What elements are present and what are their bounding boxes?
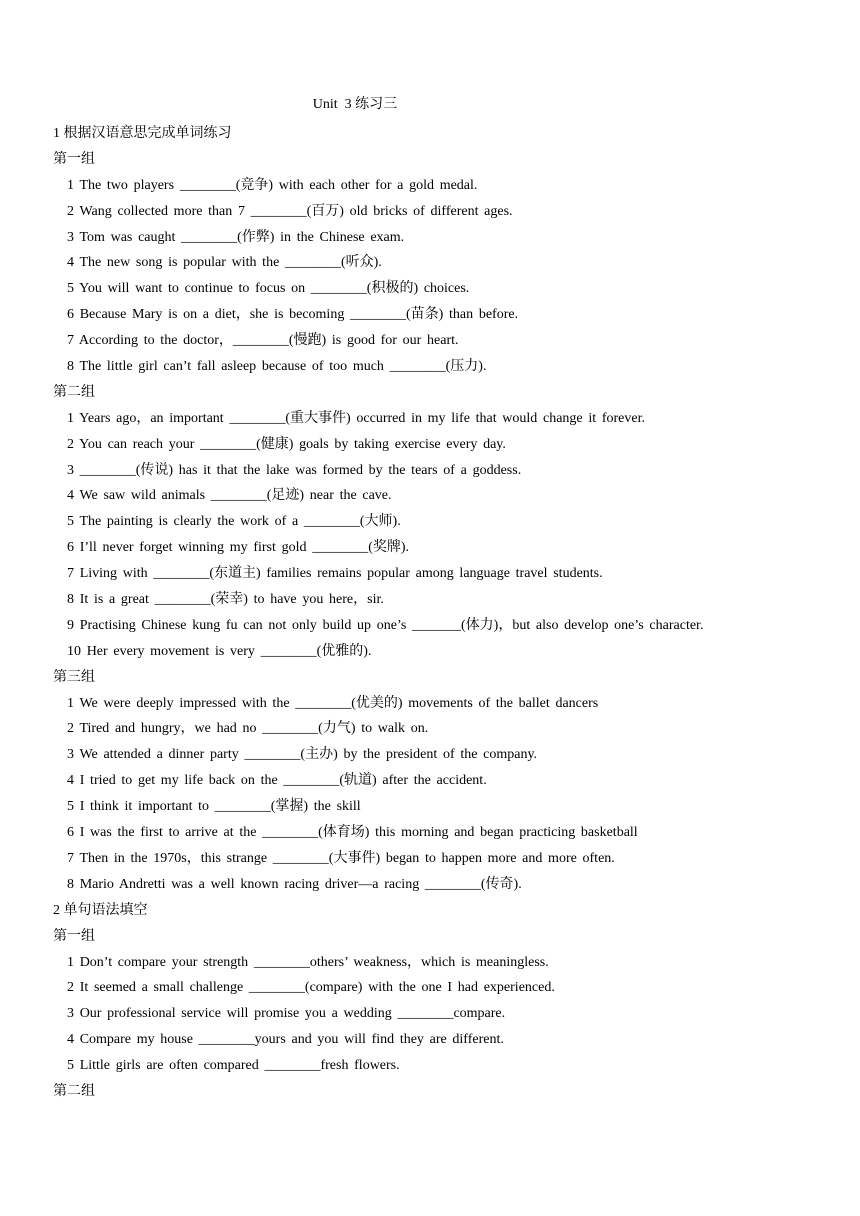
exercise-item: 4 Compare my house ________yours and you will find they are different.: [67, 1032, 504, 1048]
document-title: Unit 3 练习三: [312, 97, 398, 112]
exercise-item: 7 According to the doctor，________(慢跑) is good for our heart.: [67, 333, 459, 349]
exercise-item: 9 Practising Chinese kung fu can not only build up one’s _______(体力)，but also develop one’s character.: [67, 617, 704, 633]
exercise-item: 2 Tired and hungry，we had no ________(力气) to walk on.: [67, 721, 429, 737]
exercise-item: 8 The little girl can’t fall asleep because of too much ________(压力).: [67, 359, 487, 375]
exercise-item: 1 Years ago，an important ________(重大事件) occurred in my life that would change it forever.: [67, 410, 645, 426]
exercise-item: 2 You can reach your ________(健康) goals by taking exercise every day.: [67, 436, 506, 452]
exercise-item: 5 I think it important to ________(掌握) the skill: [67, 799, 361, 815]
exercise-item: 5 The painting is clearly the work of a ________(大师).: [67, 514, 401, 530]
exercise-item: 7 Living with ________(东道主) families remains popular among language travel students.: [67, 566, 603, 582]
exercise-item: 3 We attended a dinner party ________(主办) by the president of the company.: [67, 747, 538, 763]
exercise-item: 4 We saw wild animals ________(足迹) near the cave.: [67, 488, 392, 504]
group-label: 第二组: [53, 384, 95, 400]
exercise-item: 8 Mario Andretti was a well known racing driver—a racing ________(传奇).: [67, 876, 522, 892]
exercise-item: 6 Because Mary is on a diet，she is becoming ________(苗条) than before.: [67, 307, 519, 323]
exercise-item: 2 Wang collected more than 7 ________(百万) old bricks of different ages.: [67, 203, 513, 219]
exercise-item: 3 ________(传说) has it that the lake was formed by the tears of a goddess.: [67, 462, 522, 478]
exercise-item: 6 I was the first to arrive at the ________(体育场) this morning and began practicing basketball: [67, 825, 638, 841]
exercise-item: 4 I tried to get my life back on the ________(轨道) after the accident.: [67, 773, 487, 789]
group-label: 第三组: [53, 669, 95, 685]
group-label: 第一组: [53, 928, 95, 944]
exercise-item: 8 It is a great ________(荣幸) to have you here，sir.: [67, 592, 384, 608]
exercise-item: 6 I’ll never forget winning my first gold ________(奖牌).: [67, 540, 410, 556]
exercise-item: 3 Our professional service will promise you a wedding ________compare.: [67, 1006, 506, 1022]
exercise-item: 10 Her every movement is very ________(优雅的).: [67, 643, 372, 659]
exercise-item: 7 Then in the 1970s，this strange ________(大事件) began to happen more and more often.: [67, 850, 615, 866]
exercise-item: 1 Don’t compare your strength ________others’ weakness，which is meaningless.: [67, 954, 549, 970]
exercise-item: 4 The new song is popular with the ________(听众).: [67, 255, 382, 271]
exercise-item: 5 You will want to continue to focus on ________(积极的) choices.: [67, 281, 470, 297]
group-label: 第二组: [53, 1083, 95, 1099]
section-heading: 2 单句语法填空: [53, 902, 148, 918]
group-label: 第一组: [53, 151, 95, 167]
exercise-item: 1 We were deeply impressed with the ________(优美的) movements of the ballet dancers: [67, 695, 599, 711]
exercise-item: 1 The two players ________(竞争) with each other for a gold medal.: [67, 177, 478, 193]
exercise-content: [53, 121, 853, 1105]
exercise-item: 5 Little girls are often compared ________fresh flowers.: [67, 1058, 400, 1074]
exercise-item: 2 It seemed a small challenge ________(compare) with the one I had experienced.: [67, 980, 555, 996]
exercise-item: 3 Tom was caught ________(作弊) in the Chinese exam.: [67, 229, 405, 245]
section-heading: 1 根据汉语意思完成单词练习: [53, 126, 232, 141]
